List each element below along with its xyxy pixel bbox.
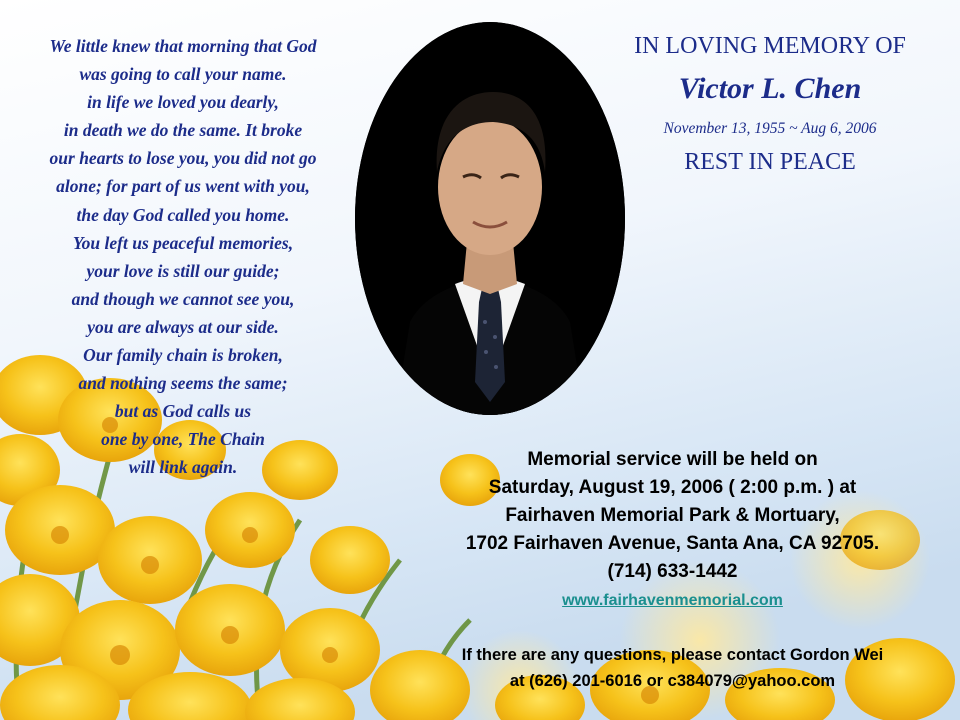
poem-line: You left us peaceful memories, — [72, 232, 294, 253]
contact-line: at (626) 201-6016 or c384079@yahoo.com — [509, 672, 836, 690]
venue-website-link[interactable]: www.fairhavenmemorial.com — [562, 592, 783, 609]
service-intro: Memorial service will be held on — [527, 449, 818, 470]
contact-line: If there are any questions, please contact Gordon Wei — [461, 646, 884, 664]
poem-line: was going to call your name. — [79, 64, 287, 85]
memorial-poem — [8, 32, 358, 482]
in-loving-memory-heading: IN LOVING MEMORY OF — [634, 33, 906, 59]
poem-line: in death we do the same. It broke — [63, 120, 303, 141]
poem-line: in life we loved you dearly, — [87, 92, 279, 113]
service-details — [380, 446, 960, 615]
service-venue: Fairhaven Memorial Park & Mortuary, — [505, 505, 840, 526]
life-dates: November 13, 1955 ~ Aug 6, 2006 — [663, 120, 877, 137]
poem-line: Our family chain is broken, — [83, 345, 283, 366]
service-phone: (714) 633-1442 — [607, 561, 738, 582]
poem-line: our hearts to lose you, you did not go — [49, 148, 317, 169]
rest-in-peace: REST IN PEACE — [684, 149, 856, 175]
poem-line: one by one, The Chain — [101, 429, 265, 450]
poem-line: and though we cannot see you, — [71, 288, 295, 309]
poem-line: will link again. — [128, 457, 238, 478]
contact-info — [380, 642, 960, 694]
poem-line: the day God called you home. — [76, 204, 290, 225]
poem-line: We little knew that morning that God — [49, 36, 317, 56]
poem-line: alone; for part of us went with you, — [56, 176, 310, 197]
memorial-header — [600, 28, 940, 180]
poem-line: your love is still our guide; — [86, 260, 280, 281]
deceased-name: Victor L. Chen — [678, 72, 862, 105]
portrait-photo — [355, 22, 625, 415]
poem-line: and nothing seems the same; — [78, 373, 288, 394]
service-address: 1702 Fairhaven Avenue, Santa Ana, CA 92705. — [465, 533, 880, 554]
poem-line: you are always at our side. — [87, 316, 279, 337]
poem-line: but as God calls us — [114, 401, 252, 422]
service-date: Saturday, August 19, 2006 ( 2:00 p.m. ) at — [488, 477, 857, 498]
